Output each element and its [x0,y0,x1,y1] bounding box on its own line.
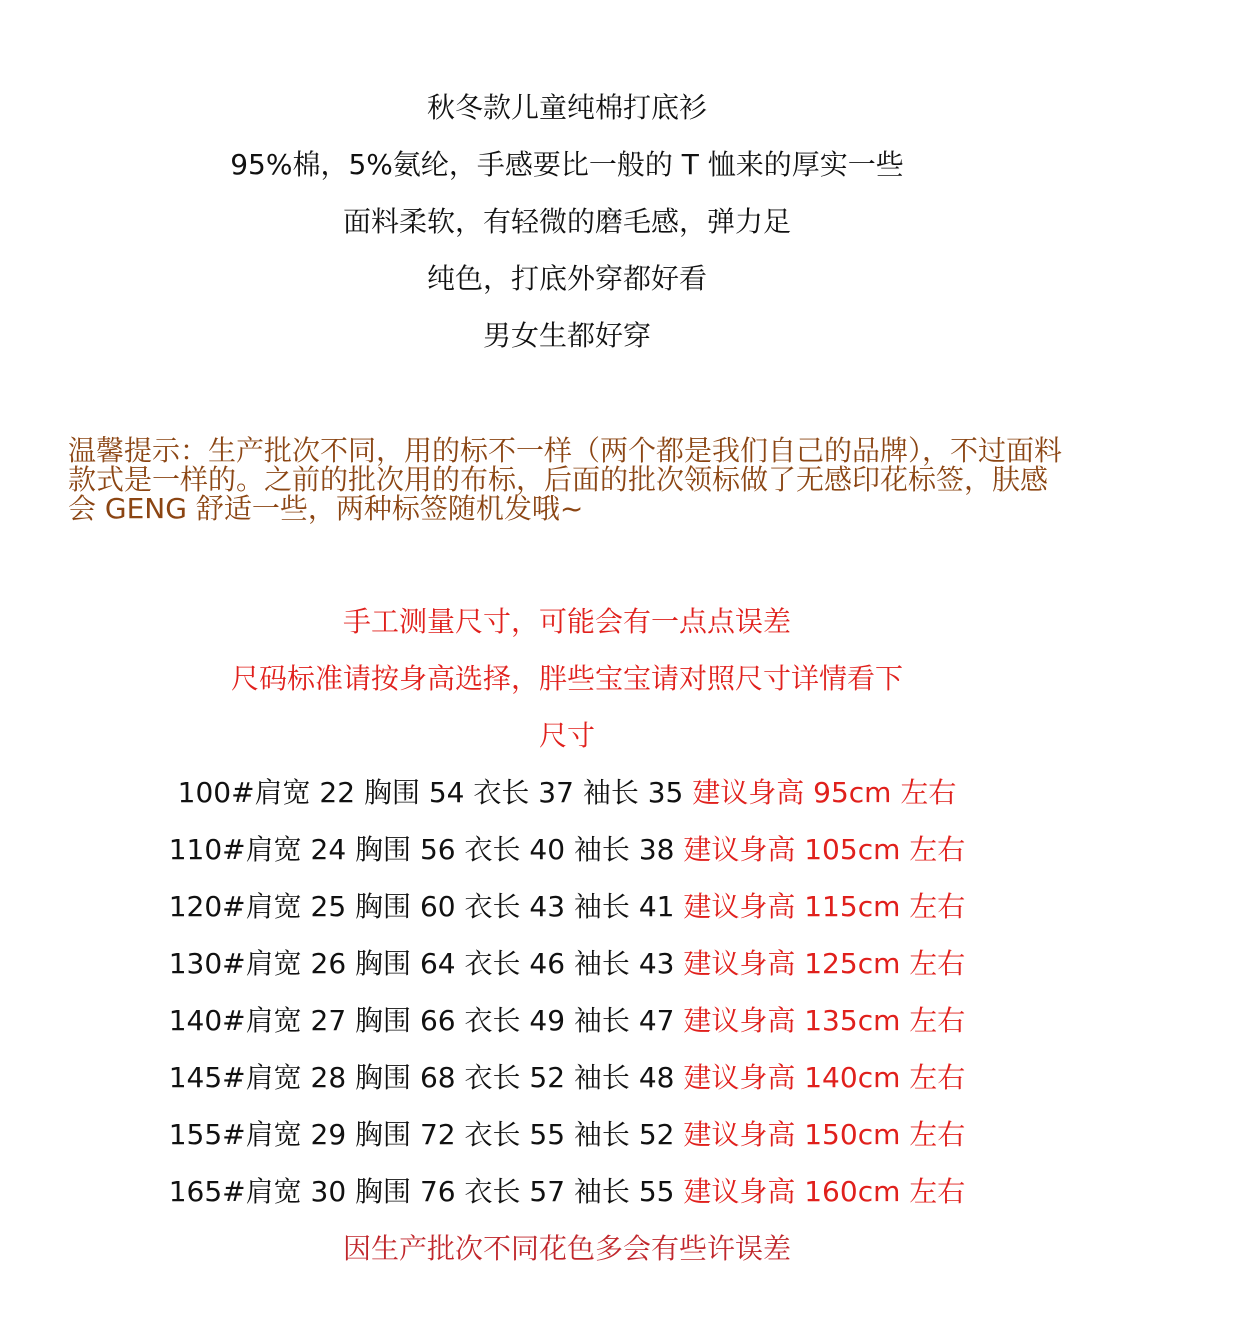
height-recommendation: 建议身高 160cm 左右 [683,1175,966,1208]
size-spec: 120#肩宽 25 胸围 60 衣长 43 袖长 41 [168,890,684,923]
gender-note: 男女生都好穿 [482,319,651,352]
height-recommendation: 建议身高 115cm 左右 [683,890,966,923]
footer-note: 因生产批次不同花色多会有些许误差 [342,1232,791,1265]
size-row [0,1060,1134,1096]
height-recommendation: 建议身高 140cm 左右 [683,1061,966,1094]
size-row [0,832,1134,868]
size-spec: 100#肩宽 22 胸围 54 衣长 37 袖长 35 [177,776,693,809]
size-row [0,1174,1134,1210]
size-spec: 145#肩宽 28 胸围 68 衣长 52 袖长 48 [168,1061,684,1094]
height-recommendation: 建议身高 135cm 左右 [683,1004,966,1037]
size-spec: 140#肩宽 27 胸围 66 衣长 49 袖长 47 [168,1004,684,1037]
size-spec: 130#肩宽 26 胸围 64 衣长 46 袖长 43 [168,947,684,980]
height-recommendation: 建议身高 150cm 左右 [683,1118,966,1151]
size-spec: 155#肩宽 29 胸围 72 衣长 55 袖长 52 [168,1118,684,1151]
fabric-feel: 面料柔软，有轻微的磨毛感，弹力足 [342,205,791,238]
style-note: 纯色，打底外穿都好看 [426,262,707,295]
label-notice: 温馨提示：生产批次不同，用的标不一样（两个都是我们自己的品牌），不过面料款式是一样的。之前的批次用的布标，后面的批次领标做了无感印花标签，肤感会 GENG 舒适一些，两种标签随机发哦~ [68,434,1063,525]
size-row [0,1117,1134,1153]
select-note: 尺码标准请按身高选择，胖些宝宝请对照尺寸详情看下 [230,662,903,695]
size-spec: 110#肩宽 24 胸围 56 衣长 40 袖长 38 [168,833,684,866]
size-title: 尺寸 [538,719,595,752]
measure-note: 手工测量尺寸，可能会有一点点误差 [342,605,791,638]
size-row [0,1003,1134,1039]
product-title: 秋冬款儿童纯棉打底衫 [426,91,707,124]
fabric-composition: 95%棉，5%氨纶，手感要比一般的 T 恤来的厚实一些 [230,148,904,181]
height-recommendation: 建议身高 95cm 左右 [692,776,957,809]
size-row [0,946,1134,982]
height-recommendation: 建议身高 125cm 左右 [683,947,966,980]
size-row [0,775,1134,811]
size-row [0,889,1134,925]
height-recommendation: 建议身高 105cm 左右 [683,833,966,866]
size-spec: 165#肩宽 30 胸围 76 衣长 57 袖长 55 [168,1175,684,1208]
